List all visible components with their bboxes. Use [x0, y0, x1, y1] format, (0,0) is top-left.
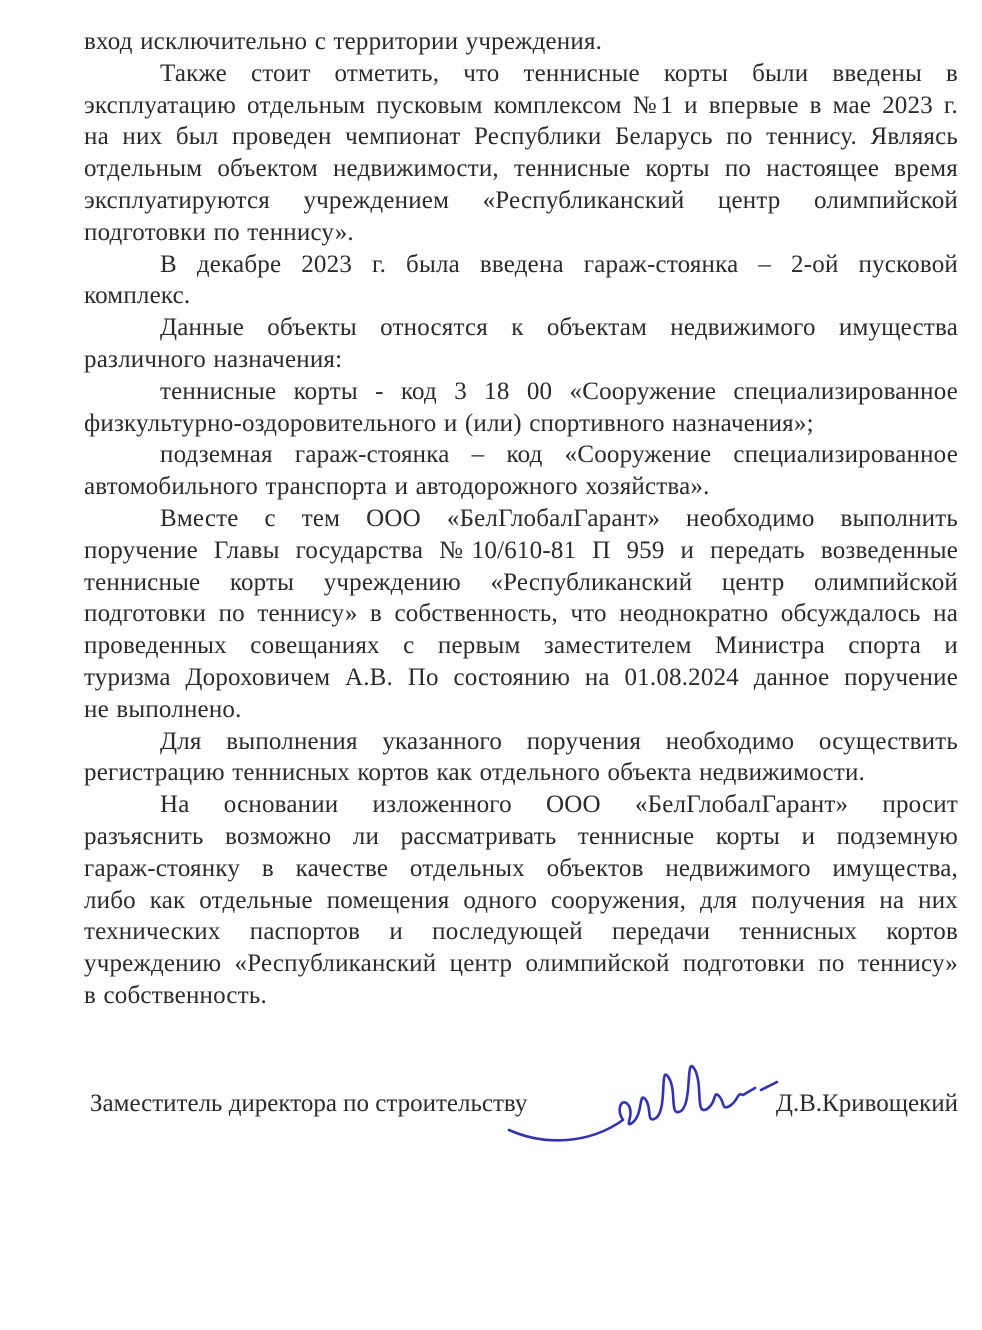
- signatory-name: Д.В.Кривощекий: [775, 1090, 958, 1117]
- text-line: отдельным объектом недвижимости, теннисные корты по настоящее время: [84, 155, 958, 183]
- text-line: на них был проведен чемпионат Республики Беларусь по теннису. Являясь: [84, 123, 958, 151]
- text-line: регистрацию теннисных кортов как отдельного объекта недвижимости.: [84, 759, 865, 787]
- text-line: различного назначения:: [84, 345, 343, 373]
- text-line: В декабре 2023 г. была введена гараж-стоянка – 2-ой пусковой: [160, 250, 958, 278]
- signature-block: [90, 1090, 958, 1118]
- text-line: не выполнено.: [84, 695, 242, 723]
- text-line: эксплуатируются учреждением «Республиканский центр олимпийской: [84, 186, 958, 214]
- text-line: проведенных совещаниях с первым заместителем Министра спорта и: [84, 632, 958, 660]
- document-text: [84, 26, 958, 1012]
- text-line: подготовки по теннису» в собственность, что неоднократно обсуждалось на: [84, 600, 958, 628]
- text-line: теннисные корты - код 3 18 00 «Сооружение специализированное: [160, 377, 958, 405]
- text-line: учреждению «Республиканский центр олимпийской подготовки по теннису»: [84, 950, 958, 978]
- text-line: Для выполнения указанного поручения необходимо осуществить: [160, 727, 958, 755]
- text-line: вход исключительно с территории учреждения.: [84, 28, 603, 55]
- text-line: туризма Дороховичем А.В. По состоянию на 01.08.2024 данное поручение: [84, 663, 958, 691]
- text-line: Также стоит отметить, что теннисные корты были введены в: [160, 59, 958, 87]
- text-line: теннисные корты учреждению «Республиканский центр олимпийской: [84, 568, 958, 596]
- text-line: либо как отдельные помещения одного сооружения, для получения на них: [84, 886, 958, 914]
- text-line: физкультурно-оздоровительного и (или) спортивного назначения»;: [84, 409, 814, 437]
- text-line: комплекс.: [84, 282, 191, 310]
- text-line: автомобильного транспорта и автодорожного хозяйства».: [84, 473, 710, 501]
- text-line: эксплуатацию отдельным пусковым комплексом №1 и впервые в мае 2023 г.: [84, 91, 958, 119]
- text-line: подготовки по теннису».: [84, 218, 354, 246]
- text-line: Данные объекты относятся к объектам недвижимого имущества: [160, 314, 958, 342]
- text-line: Вместе с тем ООО «БелГлобалГарант» необходимо выполнить: [160, 504, 958, 532]
- text-line: На основании изложенного ООО «БелГлобалГарант» просит: [160, 791, 958, 819]
- text-line: поручение Главы государства №10/610-81 П 959 и передать возведенные: [84, 536, 958, 564]
- text-line: технических паспортов и последующей передачи теннисных кортов: [84, 918, 958, 946]
- signatory-title: Заместитель директора по строительству: [90, 1090, 528, 1117]
- text-line: в собственность.: [84, 981, 267, 1009]
- text-line: подземная гараж-стоянка – код «Сооружение специализированное: [160, 441, 958, 469]
- text-line: гараж-стоянку в качестве отдельных объектов недвижимого имущества,: [84, 854, 958, 882]
- text-line: разъяснить возможно ли рассматривать теннисные корты и подземную: [84, 822, 958, 850]
